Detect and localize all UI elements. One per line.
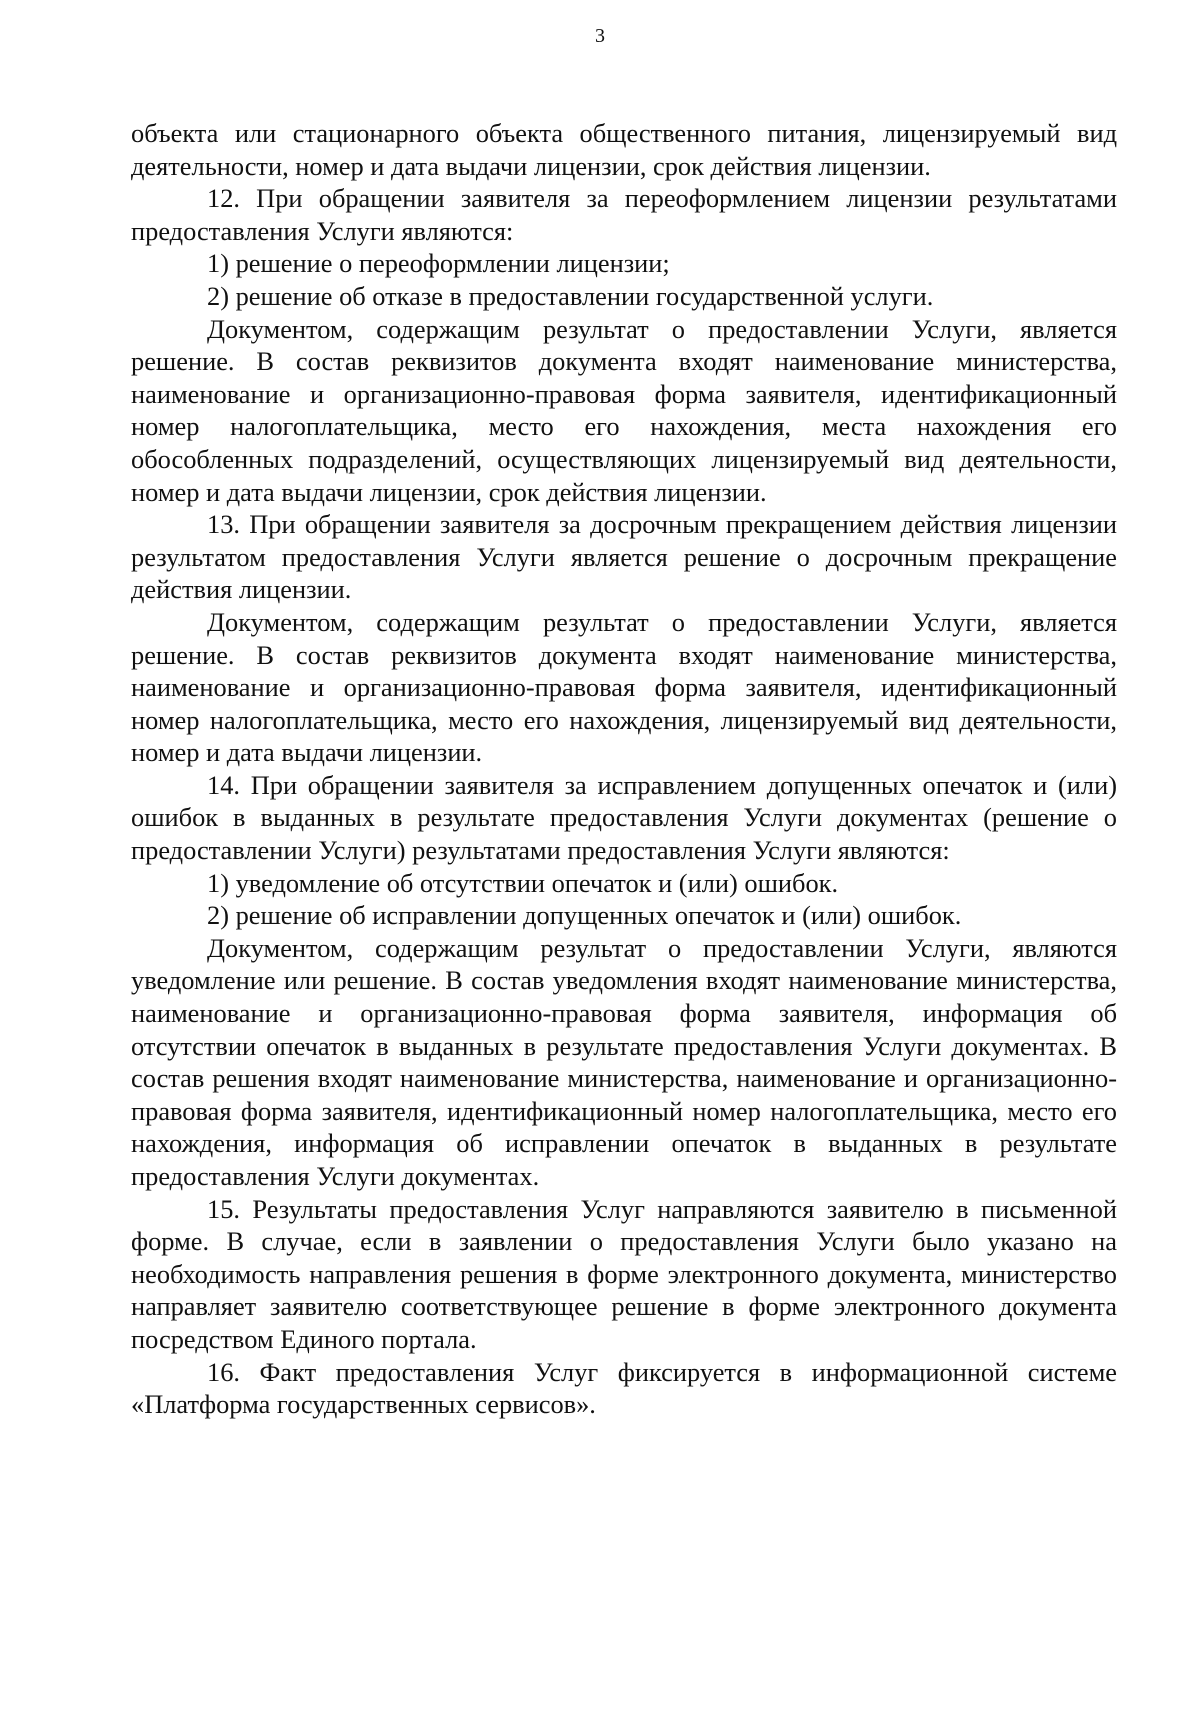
paragraph: Документом, содержащим результат о предоставлении Услуги, является решение. В состав реквизитов документа входят наименование министерства, наименование и организационно-правовая форма заявителя, идентификационный номер налогоплательщика, место его нахождения, места нахождения его обособленных подразделений, осуществляющих лицензируемый вид деятельности, номер и дата выдачи лицензии, срок действия лицензии. <box>131 313 1117 507</box>
document-body <box>131 117 1117 1421</box>
paragraph: 13. При обращении заявителя за досрочным прекращением действия лицензии результатом предоставления Услуги является решение о досрочным прекращение действия лицензии. <box>131 509 1117 605</box>
paragraph: 2) решение об отказе в предоставлении государственной услуги. <box>207 280 934 311</box>
page-number: 3 <box>595 25 605 47</box>
paragraph: объекта или стационарного объекта общественного питания, лицензируемый вид деятельности, номер и дата выдачи лицензии, срок действия лицензии. <box>131 118 1117 181</box>
paragraph: 1) решение о переоформлении лицензии; <box>207 248 670 279</box>
paragraph: 14. При обращении заявителя за исправлением допущенных опечаток и (или) ошибок в выданных в результате предоставления Услуги документах (решение о предоставлении Услуги) результатами предоставления Услуги являются: <box>131 769 1117 866</box>
paragraph: Документом, содержащим результат о предоставлении Услуги, является решение. В состав реквизитов документа входят наименование министерства, наименование и организационно-правовая форма заявителя, идентификационный номер налогоплательщика, место его нахождения, лицензируемый вид деятельности, номер и дата выдачи лицензии. <box>131 606 1117 768</box>
paragraph: Документом, содержащим результат о предоставлении Услуги, являются уведомление или решение. В состав уведомления входят наименование министерства, наименование и организационно-правовая форма заявителя, информация об отсутствии опечаток в выданных в результате предоставления Услуги документах. В состав решения входят наименование министерства, наименование и организационно-правовая форма заявителя, идентификационный номер налогоплательщика, место его нахождения, информация об исправлении опечаток в выданных в результате предоставления Услуги документах. <box>131 932 1117 1191</box>
paragraph: 1) уведомление об отсутствии опечаток и (или) ошибок. <box>207 867 839 898</box>
paragraph: 2) решение об исправлении допущенных опечаток и (или) ошибок. <box>207 900 962 931</box>
paragraph: 16. Факт предоставления Услуг фиксируется в информационной системе «Платформа государственных сервисов». <box>131 1356 1117 1420</box>
paragraph: 12. При обращении заявителя за переоформлением лицензии результатами предоставления Услуги являются: <box>131 183 1117 246</box>
paragraph: 15. Результаты предоставления Услуг направляются заявителю в письменной форме. В случае, если в заявлении о предоставления Услуги было указано на необходимость направления решения в форме электронного документа, министерство направляет заявителю соответствующее решение в форме электронного документа посредством Единого портала. <box>131 1193 1117 1354</box>
